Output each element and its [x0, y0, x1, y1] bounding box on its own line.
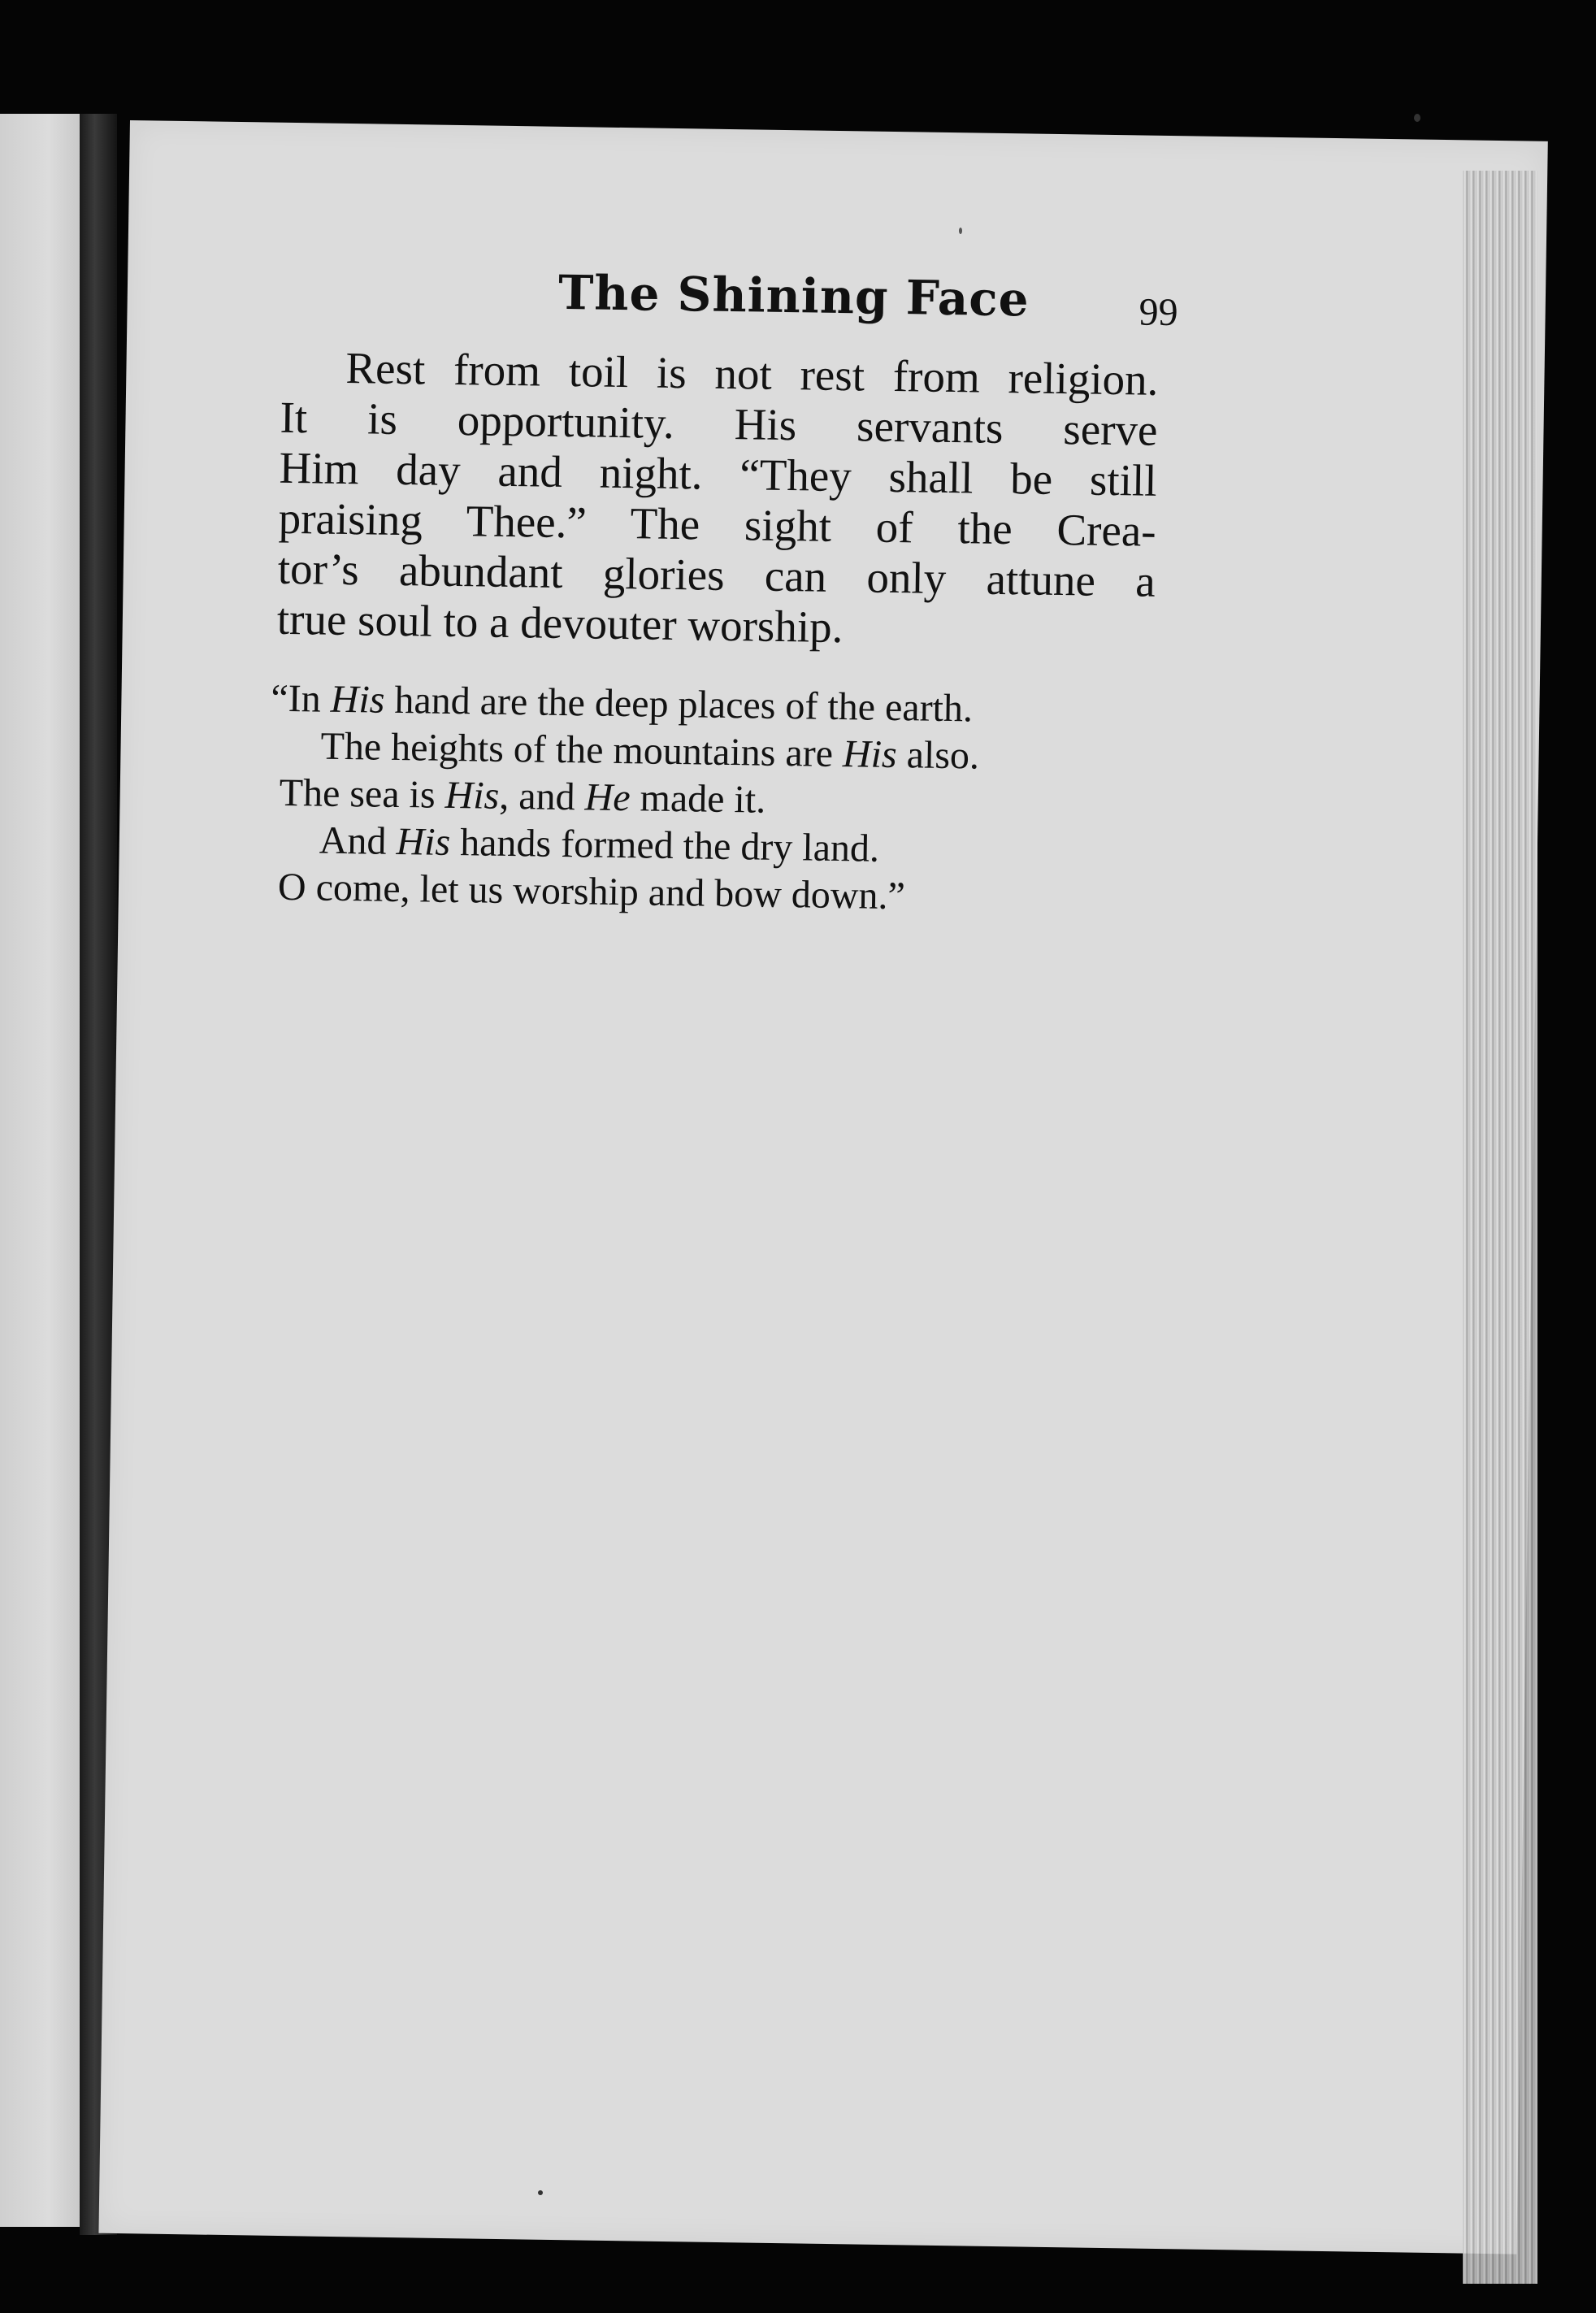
paragraph-line: praising Thee.” The sight of the Crea-: [278, 493, 1157, 556]
dust-speck: [1414, 114, 1420, 122]
paragraph-line: Him day and night. “They shall be still: [279, 442, 1158, 506]
previous-page-edge: [0, 114, 81, 2227]
book-page: [98, 120, 1547, 2254]
running-head: The Shining Face: [557, 264, 1030, 328]
verse-italic: His: [330, 677, 385, 722]
verse-text: O come, let us worship and bow down.”: [277, 865, 906, 918]
verse-text: The sea is: [279, 770, 446, 817]
dust-speck: [959, 228, 962, 234]
body-paragraph: [276, 342, 1158, 657]
verse-text: “In: [271, 676, 332, 721]
paragraph: [276, 342, 1158, 657]
verse-italic: He: [584, 775, 631, 820]
paragraph-line: It is opportunity. His servants serve: [280, 392, 1158, 455]
page-number: 99: [1138, 290, 1179, 335]
verse-text: made it.: [630, 776, 766, 822]
verse-italic: His: [396, 819, 451, 864]
page-stack-edge: [1463, 171, 1537, 2284]
verse-text: And: [319, 818, 397, 863]
verse-text: , and: [498, 774, 586, 819]
verse-text: hands formed the dry land.: [449, 820, 880, 870]
verse-text: hand are the deep places of the earth.: [384, 678, 974, 731]
verse-text: The heights of the mountains are: [320, 724, 844, 776]
verse-text: also.: [896, 733, 980, 778]
paragraph-line: Rest from toil is not rest from religion.: [345, 342, 1159, 405]
verse-italic: His: [842, 732, 898, 777]
verse-quotation: [271, 675, 1159, 924]
paragraph-line: true soul to a devouter worship.: [276, 593, 844, 653]
paragraph-line: tor’s abundant glories can only attune a: [277, 543, 1156, 606]
dust-speck: [538, 2190, 543, 2195]
verse-italic: His: [445, 773, 500, 818]
